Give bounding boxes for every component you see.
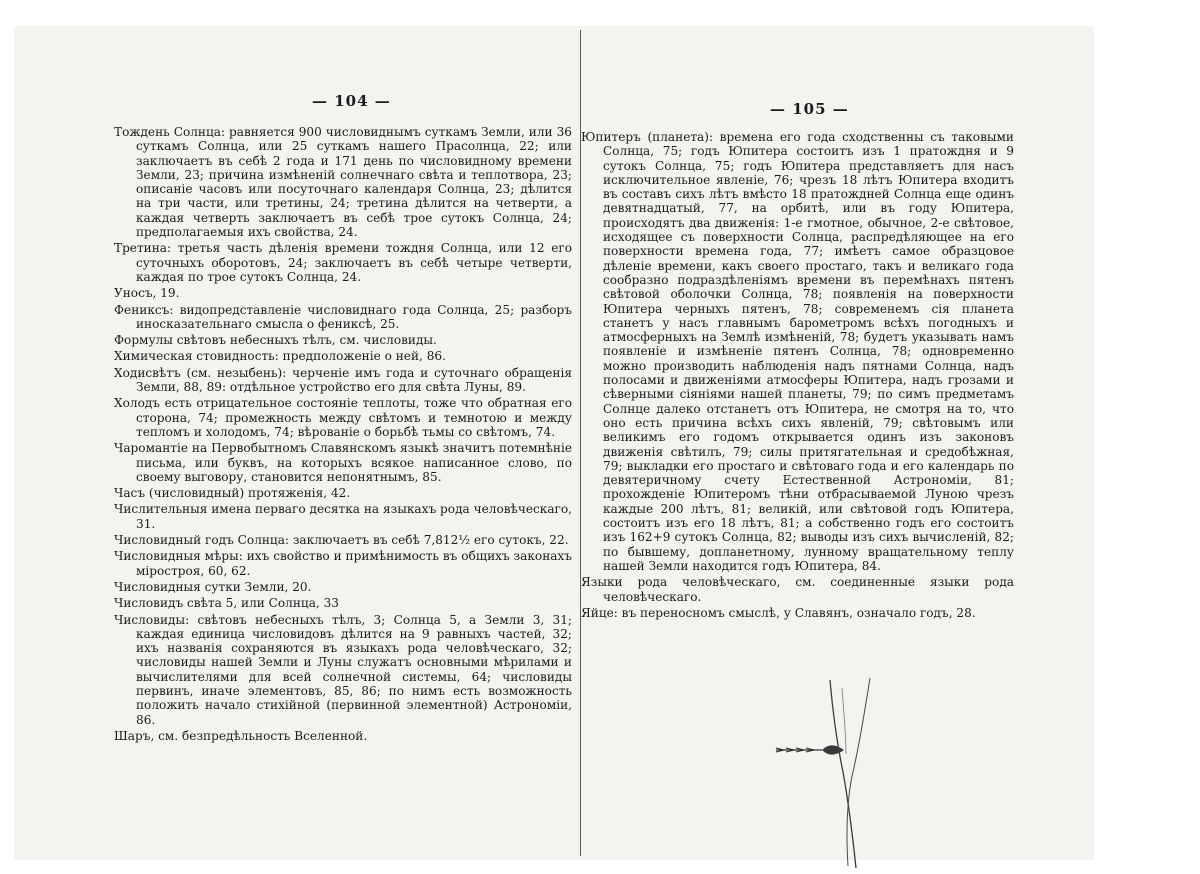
index-entry: Третина: третья часть дѣленія времени тождня Солнца, или 12 его суточныхъ оборотовъ, 24; заключаетъ въ себѣ четыре четверти, каждая по трое сутокъ Солнца, 24.	[114, 241, 572, 284]
index-entry: Числовидъ свѣта 5, или Солнца, 33	[114, 596, 339, 611]
index-entry: Юпитеръ (планета): времена его года сходственны съ таковыми Солнца, 75; годъ Юпитера состоитъ изъ 1 пратождня и 9 сутокъ Солнца, 75; годъ Юпитера представляетъ для насъ исключительное явленіе, 76; чрезъ 18 лѣтъ Юпитера входитъ въ составъ сихъ лѣтъ вмѣсто 18 пратождней Солнца еще одинъ девятнадцатый, 77, на орбитѣ, или въ году Юпитера, происходятъ два движенія: 1-е гмотное, обычное, 2-е свѣтовое, исходящее съ поверхности Солнца, распредѣляющее на его поверхности времена года, 77; имѣетъ самое образцовое дѣленіе времени, какъ своего простаго, такъ и великаго года сообразно подраздѣленіямъ времени въ перемѣнахъ пятенъ свѣтовой оболочки Солнца, 78; появленія на поверхности Юпитера черныхъ пятенъ, 78; современемъ сія планета станетъ у насъ главнымъ барометромъ всѣхъ погодныхъ и атмосферныхъ на Землѣ измѣненій, 78; будетъ указывать намъ появленіе и измѣненіе пятенъ Солнца, 78; одновременно можно производить наблюденія надъ пятнами Солнца, надъ полосами и движеніями атмосферы Юпитера, надъ грозами и сѣверными сіяніями нашей планеты, 79; по симъ предметамъ Солнце далеко отстанетъ отъ Юпитера, не смотря на то, что оно есть причина всѣхъ сихъ явленій, 79; свѣтовымъ или великимъ его годомъ открывается одинъ изъ законовъ движенія свѣтилъ, 79; силы притягательная и средобѣжная, 79; выкладки его простаго и свѣтоваго года и его календарь по девятеричному счету Естественной Астрономіи, 81; прохожденіе Юпитеромъ тѣни отбрасываемой Луною чрезъ каждые 200 лѣтъ, 81; великій, или свѣтовой годъ Юпитера, состоитъ изъ его 18 лѣтъ, 81; а собственно годъ его состоитъ изъ 162+9 сутокъ Солнца, 82; выводы изъ сихъ вычисленій, 82; по бывшему, допланетному, лунному вращательному теплу нашей Земли находится годъ Юпитера, 84.	[581, 130, 1014, 573]
index-entry: Часъ (числовидный) протяженія, 42.	[114, 486, 351, 501]
index-entry: Холодъ есть отрицательное состояніе теплоты, тоже что обратная его сторона, 74; промежность между свѣтомъ и темнотою и между тепломъ и холодомъ, 74; вѣрованіе о борьбѣ тьмы со свѣтомъ, 74.	[114, 396, 572, 439]
book-spread-scan	[14, 26, 1094, 860]
index-entries-left	[114, 125, 572, 745]
index-entry: Яйце: въ переносномъ смыслѣ, у Славянъ, означало годъ, 28.	[581, 605, 976, 620]
index-entry: Числительныя имена перваго десятка на языкахъ рода человѣческаго, 31.	[114, 502, 572, 531]
index-entry: Фениксъ: видопредставленіе числовиднаго года Солнца, 25; разборъ иносказательнаго смысла о фениксѣ, 25.	[114, 302, 572, 331]
index-entry: Шаръ, см. безпредѣльность Вселенной.	[114, 728, 368, 743]
index-entry: Числовидный годъ Солнца: заключаетъ въ себѣ 7,812½ его сутокъ, 22.	[114, 533, 569, 548]
index-entry: Языки рода человѣческаго, см. соединенные языки рода человѣческаго.	[581, 575, 1014, 604]
page-number-left: — 104 —	[312, 92, 391, 110]
index-entry: Чаромантіе на Первобытномъ Славянскомъ языкѣ значитъ потемнѣніе письма, или буквъ, на которыхъ всякое написанное слово, по своему выговору, становится непонятнымъ, 85.	[114, 441, 572, 484]
index-entry: Числовиды: свѣтовъ небесныхъ тѣлъ, 3; Солнца 5, а Земли 3, 31; каждая единица числовидовъ дѣлится на 9 равныхъ частей, 32; ихъ названія сохраняются въ языкахъ рода человѣческаго, 32; числовиды нашей Земли и Луны служатъ основными мѣрилами и вычислителями для всей солнечной системы, 64; числовиды первинъ, иначе элементовъ, 85, 86; по нимъ есть возможность положить начало стихійной (первинной элементной) Астрономіи, 86.	[114, 612, 572, 727]
decorative-flourish-illustration	[734, 674, 974, 874]
index-entries-right	[581, 130, 1014, 622]
page-number-right: — 105 —	[770, 100, 849, 118]
left-page	[14, 26, 580, 860]
index-entry: Формулы свѣтовъ небесныхъ тѣлъ, см. числовиды.	[114, 333, 437, 348]
index-entry: Тождень Солнца: равняется 900 числовиднымъ суткамъ Земли, или 36 суткамъ Солнца, или 25 суткамъ нашего Прасолнца, 22; или заключаетъ въ себѣ 2 года и 171 день по числовидному времени Земли, 23; причина измѣненій солнечнаго свѣта и теплотвора, 23; описаніе часовъ или посуточнаго календаря Солнца, 23; дѣлится на три части, или третины, 24; третина дѣлится на четверти, а каждая четверть заключаетъ въ себѣ трое сутокъ Солнца, 24; предполагаемыя ихъ свойства, 24.	[114, 125, 572, 240]
index-entry: Уносъ, 19.	[114, 286, 180, 301]
index-entry: Числовидныя мѣры: ихъ свойство и примѣнимость въ общихъ законахъ міростроя, 60, 62.	[114, 549, 572, 578]
index-entry: Ходисвѣтъ (см. незыбень): черченіе имъ года и суточнаго обращенія Земли, 88, 89: отдѣльное устройство его для свѣта Луны, 89.	[114, 365, 572, 395]
index-entry: Химическая стовидность: предположеніе о ней, 86.	[114, 349, 446, 364]
index-entry: Числовидныя сутки Земли, 20.	[114, 579, 312, 594]
